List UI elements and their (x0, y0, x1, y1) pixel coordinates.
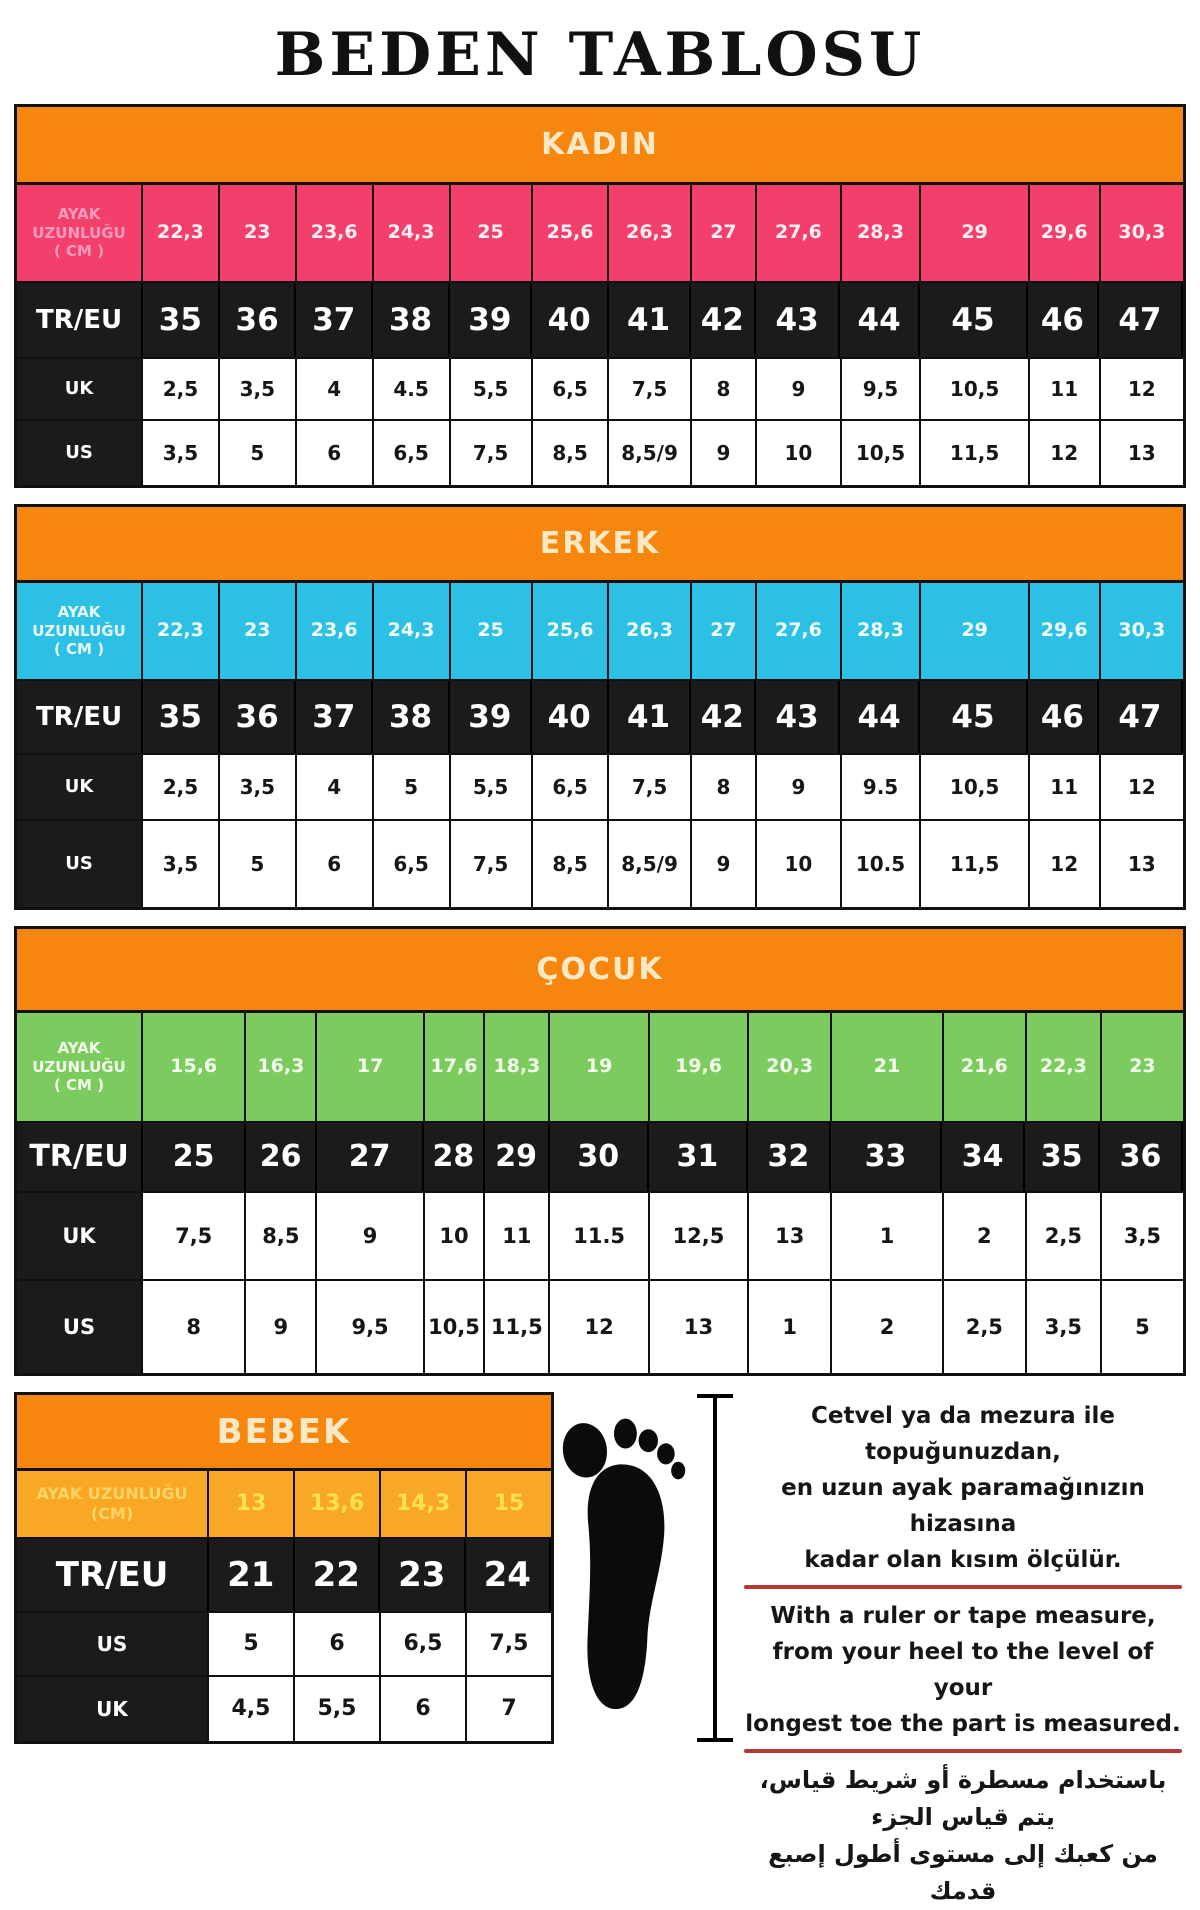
erkek-tr_eu-cell-5: 40 (532, 681, 609, 753)
erkek-tr_eu-cell-12: 47 (1099, 681, 1183, 753)
kadin-tr_eu-cell-3: 38 (373, 283, 450, 357)
erkek-uk-cell-6: 7,5 (609, 755, 691, 819)
bebek-us-row (17, 1613, 551, 1677)
kadin-cm-cell-1: 23 (220, 185, 297, 281)
kadin-uk-cell-8: 9 (757, 359, 841, 419)
bebek-us-cell-1: 6 (295, 1613, 381, 1675)
cocuk-tr_eu-cell-7: 32 (748, 1123, 831, 1191)
red-underline-2 (744, 1749, 1182, 1753)
bebek-header: BEBEK (17, 1395, 551, 1471)
erkek-us-row (17, 821, 1183, 907)
kadin-us-cell-9: 10,5 (842, 421, 922, 485)
erkek-tr_eu-cell-0: 35 (143, 681, 220, 753)
erkek-us-cell-3: 6,5 (374, 821, 451, 907)
cocuk-uk-row (17, 1193, 1183, 1281)
kadin-tr_eu-cell-7: 42 (691, 283, 757, 357)
instruction-english (742, 1598, 1184, 1742)
erkek-us-cell-0: 3,5 (143, 821, 220, 907)
cocuk-cm-cell-0: 15,6 (143, 1013, 246, 1121)
kadin-us-cell-3: 6,5 (374, 421, 451, 485)
instruction-line: من كعبك إلى مستوى أطول إصبع قدمك (768, 1840, 1158, 1905)
cocuk-tr_eu-cell-8: 33 (831, 1123, 942, 1191)
kadin-cm-cell-5: 25,6 (533, 185, 610, 281)
kadin-cm-cell-3: 24,3 (374, 185, 451, 281)
cocuk-us-cell-0: 8 (143, 1281, 246, 1373)
kadin-uk-cell-0: 2,5 (143, 359, 220, 419)
erkek-uk-cell-5: 6,5 (533, 755, 610, 819)
bebek-uk-cell-3: 7 (467, 1677, 551, 1741)
kadin-uk-cell-6: 7,5 (609, 359, 691, 419)
kadin-us-label: US (17, 421, 143, 485)
kadin-tr_eu-cell-11: 46 (1028, 283, 1099, 357)
erkek-uk-cell-10: 10,5 (921, 755, 1029, 819)
erkek-us-cell-1: 5 (220, 821, 297, 907)
instruction-line: Cetvel ya da mezura ile topuğunuzdan, (810, 1403, 1116, 1465)
erkek-us-cell-8: 10 (757, 821, 841, 907)
bebek-tr_eu-row (17, 1539, 551, 1613)
kadin-tr_eu-cell-2: 37 (296, 283, 373, 357)
erkek-us-cell-11: 12 (1030, 821, 1101, 907)
kadin-uk-cell-4: 5,5 (451, 359, 533, 419)
kadin-us-cell-5: 8,5 (533, 421, 610, 485)
kadin-us-cell-12: 13 (1101, 421, 1183, 485)
kadin-cm-cell-9: 28,3 (842, 185, 922, 281)
bebek-us-cell-3: 7,5 (467, 1613, 551, 1675)
cocuk-uk-cell-7: 13 (749, 1193, 832, 1279)
erkek-tr_eu-cell-10: 45 (920, 681, 1028, 753)
instruction-line: from your heel to the level of your (772, 1639, 1154, 1701)
kadin-cm-cell-4: 25 (451, 185, 533, 281)
bebek-tr_eu-cell-3: 24 (466, 1539, 552, 1611)
cocuk-cm-cell-8: 21 (832, 1013, 944, 1121)
erkek-tr_eu-row (17, 681, 1183, 755)
bebek-cm-row (17, 1471, 551, 1539)
kadin-uk-cell-10: 10,5 (921, 359, 1029, 419)
kadin-cm-cell-10: 29 (921, 185, 1029, 281)
erkek-us-cell-12: 13 (1101, 821, 1183, 907)
cocuk-cm-cell-1: 16,3 (246, 1013, 317, 1121)
kadin-cm-cell-8: 27,6 (757, 185, 841, 281)
table-erkek (14, 504, 1186, 910)
erkek-us-cell-2: 6 (297, 821, 374, 907)
erkek-cm-cell-4: 25 (451, 583, 533, 679)
kadin-uk-cell-5: 6,5 (533, 359, 610, 419)
kadin-tr_eu-cell-4: 39 (450, 283, 532, 357)
kadin-us-cell-6: 8,5/9 (609, 421, 691, 485)
kadin-us-cell-0: 3,5 (143, 421, 220, 485)
cocuk-cm-label: AYAK UZUNLUĞU ( CM ) (17, 1013, 143, 1121)
cocuk-uk-cell-6: 12,5 (650, 1193, 749, 1279)
cocuk-cm-cell-9: 21,6 (944, 1013, 1027, 1121)
ruler-line-icon (697, 1394, 733, 1742)
kadin-cm-cell-7: 27 (692, 185, 758, 281)
kadin-us-cell-10: 11,5 (921, 421, 1029, 485)
cocuk-uk-cell-1: 8,5 (246, 1193, 317, 1279)
bebek-uk-cell-1: 5,5 (295, 1677, 381, 1741)
kadin-cm-row (17, 185, 1183, 283)
kadin-tr_eu-label: TR/EU (17, 283, 143, 357)
kadin-us-cell-4: 7,5 (451, 421, 533, 485)
cocuk-tr_eu-cell-4: 29 (485, 1123, 550, 1191)
cocuk-tr_eu-label: TR/EU (17, 1123, 143, 1191)
erkek-tr_eu-cell-2: 37 (296, 681, 373, 753)
instruction-line: باستخدام مسطرة أو شريط قياس، يتم قياس الجزء (759, 1766, 1167, 1831)
erkek-cm-cell-3: 24,3 (374, 583, 451, 679)
bebek-cm-cell-2: 14,3 (381, 1471, 467, 1537)
cocuk-tr_eu-cell-0: 25 (143, 1123, 246, 1191)
measuring-instructions (734, 1392, 1186, 1910)
cocuk-uk-cell-10: 2,5 (1027, 1193, 1102, 1279)
cocuk-cm-cell-7: 20,3 (749, 1013, 832, 1121)
erkek-tr_eu-label: TR/EU (17, 681, 143, 753)
kadin-uk-cell-2: 4 (297, 359, 374, 419)
kadin-uk-cell-3: 4.5 (374, 359, 451, 419)
erkek-cm-cell-8: 27,6 (757, 583, 841, 679)
kadin-cm-cell-0: 22,3 (143, 185, 220, 281)
bebek-tr_eu-cell-2: 23 (380, 1539, 466, 1611)
foot-measure-illustration (554, 1392, 734, 1752)
erkek-uk-cell-8: 9 (757, 755, 841, 819)
kadin-uk-cell-1: 3,5 (220, 359, 297, 419)
cocuk-us-cell-1: 9 (246, 1281, 317, 1373)
erkek-header: ERKEK (17, 507, 1183, 583)
cocuk-uk-label: UK (17, 1193, 143, 1279)
erkek-us-cell-9: 10.5 (842, 821, 922, 907)
cocuk-cm-cell-11: 23 (1129, 1055, 1156, 1078)
table-bebek-wrap (14, 1392, 554, 1760)
cocuk-tr_eu-cell-5: 30 (550, 1123, 649, 1191)
erkek-us-cell-10: 11,5 (921, 821, 1029, 907)
foot-icon (555, 1394, 687, 1746)
erkek-uk-cell-11: 11 (1030, 755, 1101, 819)
cocuk-uk-cell-2: 9 (317, 1193, 424, 1279)
bebek-cm-cell-3: 15 (493, 1491, 525, 1517)
cocuk-tr_eu-cell-10: 35 (1025, 1123, 1100, 1191)
bebek-us-cell-0: 5 (209, 1613, 295, 1675)
instruction-arabic (742, 1762, 1184, 1910)
kadin-us-cell-1: 5 (220, 421, 297, 485)
bebek-us-label: US (17, 1613, 209, 1675)
table-cocuk (14, 926, 1186, 1376)
kadin-cm-cell-11: 29,6 (1030, 185, 1101, 281)
cocuk-tr_eu-cell-11: 36 (1100, 1123, 1183, 1191)
cocuk-header: ÇOCUK (17, 929, 1183, 1013)
kadin-uk-cell-11: 11 (1030, 359, 1101, 419)
cocuk-us-cell-7: 1 (749, 1281, 832, 1373)
erkek-us-label: US (17, 821, 143, 907)
cocuk-us-label: US (17, 1281, 143, 1373)
erkek-uk-cell-12: 12 (1101, 755, 1183, 819)
kadin-tr_eu-cell-5: 40 (532, 283, 609, 357)
instruction-line: longest toe the part is measured. (745, 1711, 1181, 1737)
kadin-tr_eu-cell-9: 44 (840, 283, 920, 357)
cocuk-us-cell-9: 2,5 (944, 1281, 1027, 1373)
kadin-uk-cell-9: 9,5 (842, 359, 922, 419)
kadin-uk-cell-12: 12 (1101, 359, 1183, 419)
bebek-uk-row (17, 1677, 551, 1741)
erkek-tr_eu-cell-4: 39 (450, 681, 532, 753)
bebek-uk-cell-2: 6 (381, 1677, 467, 1741)
erkek-uk-cell-2: 4 (297, 755, 374, 819)
bebek-cm-label: AYAK UZUNLUĞU (CM) (17, 1471, 209, 1537)
cocuk-cm-cell-4: 18,3 (485, 1013, 550, 1121)
kadin-cm-cell-12: 30,3 (1118, 221, 1166, 244)
bebek-us-cell-2: 6,5 (381, 1613, 467, 1675)
kadin-header: KADIN (17, 107, 1183, 185)
erkek-tr_eu-cell-11: 46 (1028, 681, 1099, 753)
erkek-uk-cell-9: 9.5 (842, 755, 922, 819)
kadin-cm-cell-6: 26,3 (609, 185, 691, 281)
kadin-us-cell-2: 6 (297, 421, 374, 485)
cocuk-us-cell-6: 13 (650, 1281, 749, 1373)
cocuk-us-cell-11: 5 (1102, 1281, 1183, 1373)
erkek-us-cell-5: 8,5 (533, 821, 610, 907)
kadin-us-cell-8: 10 (757, 421, 841, 485)
bebek-uk-cell-0: 4,5 (209, 1677, 295, 1741)
kadin-tr_eu-cell-8: 43 (756, 283, 840, 357)
cocuk-us-cell-3: 10,5 (425, 1281, 485, 1373)
instruction-turkish (742, 1398, 1184, 1578)
cocuk-us-cell-10: 3,5 (1027, 1281, 1102, 1373)
erkek-cm-cell-1: 23 (220, 583, 297, 679)
instruction-line: With a ruler or tape measure, (770, 1603, 1156, 1629)
table-bebek (14, 1392, 554, 1744)
erkek-cm-cell-9: 28,3 (842, 583, 922, 679)
erkek-tr_eu-cell-3: 38 (373, 681, 450, 753)
kadin-us-cell-7: 9 (692, 421, 758, 485)
cocuk-cm-row (17, 1013, 1183, 1123)
cocuk-tr_eu-cell-1: 26 (246, 1123, 317, 1191)
bottom-section (14, 1392, 1186, 1910)
erkek-us-cell-6: 8,5/9 (609, 821, 691, 907)
red-underline-1 (744, 1585, 1182, 1589)
bebek-cm-cell-1: 13,6 (295, 1471, 381, 1537)
instruction-line: en uzun ayak paramağınızın hizasına (781, 1475, 1145, 1537)
cocuk-uk-cell-9: 2 (944, 1193, 1027, 1279)
cocuk-uk-cell-5: 11.5 (550, 1193, 649, 1279)
instruction-line: kadar olan kısım ölçülür. (804, 1547, 1122, 1573)
erkek-cm-cell-5: 25,6 (533, 583, 610, 679)
erkek-cm-cell-12: 30,3 (1118, 619, 1166, 642)
kadin-tr_eu-row (17, 283, 1183, 359)
cocuk-uk-cell-8: 1 (832, 1193, 944, 1279)
kadin-cm-cell-2: 23,6 (297, 185, 374, 281)
erkek-uk-row (17, 755, 1183, 821)
bebek-tr_eu-cell-0: 21 (209, 1539, 295, 1611)
bebek-tr_eu-label: TR/EU (17, 1539, 209, 1611)
kadin-tr_eu-cell-12: 47 (1099, 283, 1183, 357)
kadin-cm-label: AYAK UZUNLUĞU ( CM ) (17, 185, 143, 281)
erkek-cm-cell-0: 22,3 (143, 583, 220, 679)
kadin-uk-row (17, 359, 1183, 421)
erkek-uk-cell-7: 8 (692, 755, 758, 819)
cocuk-tr_eu-cell-9: 34 (942, 1123, 1025, 1191)
erkek-cm-cell-10: 29 (921, 583, 1029, 679)
erkek-uk-cell-4: 5,5 (451, 755, 533, 819)
erkek-us-cell-4: 7,5 (451, 821, 533, 907)
cocuk-cm-cell-2: 17 (317, 1013, 424, 1121)
erkek-us-cell-7: 9 (692, 821, 758, 907)
cocuk-cm-cell-5: 19 (550, 1013, 649, 1121)
cocuk-tr_eu-cell-6: 31 (649, 1123, 748, 1191)
cocuk-tr_eu-cell-2: 27 (317, 1123, 424, 1191)
erkek-uk-cell-1: 3,5 (220, 755, 297, 819)
kadin-tr_eu-cell-0: 35 (143, 283, 220, 357)
cocuk-tr_eu-cell-3: 28 (424, 1123, 484, 1191)
table-kadin (14, 104, 1186, 488)
kadin-tr_eu-cell-6: 41 (609, 283, 691, 357)
erkek-uk-cell-3: 5 (374, 755, 451, 819)
erkek-uk-cell-0: 2,5 (143, 755, 220, 819)
kadin-us-row (17, 421, 1183, 485)
kadin-us-cell-11: 12 (1030, 421, 1101, 485)
erkek-tr_eu-cell-8: 43 (756, 681, 840, 753)
cocuk-tr_eu-row (17, 1123, 1183, 1193)
cocuk-cm-cell-10: 22,3 (1027, 1013, 1102, 1121)
page-title: BEDEN TABLOSU (274, 20, 926, 90)
erkek-cm-cell-2: 23,6 (297, 583, 374, 679)
erkek-cm-cell-7: 27 (692, 583, 758, 679)
cocuk-us-cell-5: 12 (550, 1281, 649, 1373)
erkek-cm-label: AYAK UZUNLUĞU ( CM ) (17, 583, 143, 679)
erkek-uk-label: UK (17, 755, 143, 819)
cocuk-us-row (17, 1281, 1183, 1373)
cocuk-uk-cell-3: 10 (425, 1193, 485, 1279)
kadin-tr_eu-cell-1: 36 (220, 283, 297, 357)
erkek-tr_eu-cell-6: 41 (609, 681, 691, 753)
cocuk-us-cell-2: 9,5 (317, 1281, 424, 1373)
cocuk-uk-cell-4: 11 (485, 1193, 550, 1279)
erkek-tr_eu-cell-9: 44 (840, 681, 920, 753)
cocuk-us-cell-4: 11,5 (485, 1281, 550, 1373)
erkek-tr_eu-cell-1: 36 (220, 681, 297, 753)
bebek-cm-cell-0: 13 (209, 1471, 295, 1537)
cocuk-cm-cell-3: 17,6 (425, 1013, 485, 1121)
kadin-uk-cell-7: 8 (692, 359, 758, 419)
erkek-cm-cell-11: 29,6 (1030, 583, 1101, 679)
erkek-tr_eu-cell-7: 42 (691, 681, 757, 753)
cocuk-us-cell-8: 2 (832, 1281, 944, 1373)
bebek-uk-label: UK (17, 1677, 209, 1741)
bebek-tr_eu-cell-1: 22 (295, 1539, 381, 1611)
erkek-cm-row (17, 583, 1183, 681)
kadin-uk-label: UK (17, 359, 143, 419)
cocuk-uk-cell-0: 7,5 (143, 1193, 246, 1279)
cocuk-cm-cell-6: 19,6 (650, 1013, 749, 1121)
kadin-tr_eu-cell-10: 45 (920, 283, 1028, 357)
cocuk-uk-cell-11: 3,5 (1102, 1193, 1183, 1279)
erkek-cm-cell-6: 26,3 (609, 583, 691, 679)
